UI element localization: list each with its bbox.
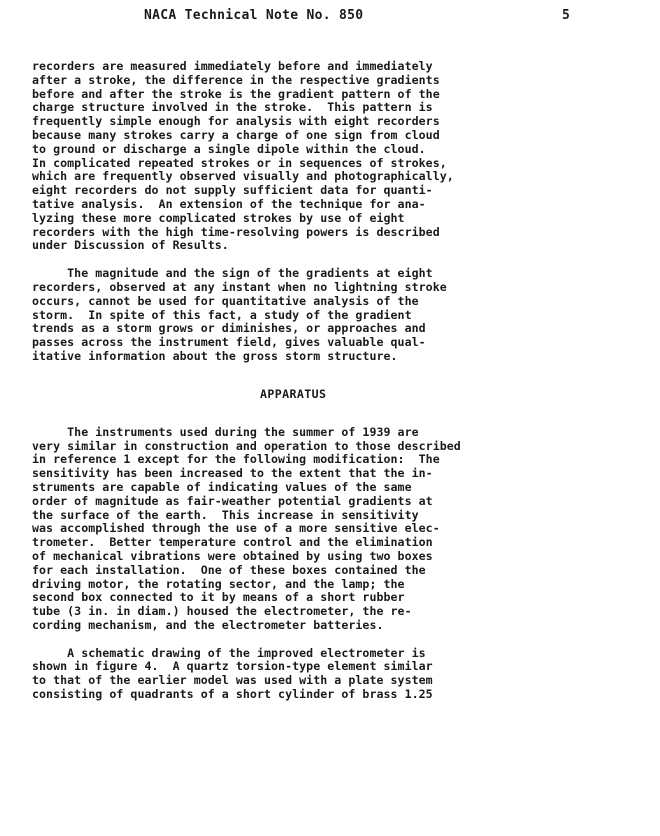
text-line: in reference 1 except for the following modification: The: [32, 452, 440, 467]
text-line: occurs, cannot be used for quantitative analysis of the: [32, 293, 419, 308]
paragraph-2: [32, 267, 650, 364]
text-line: In complicated repeated strokes or in sequences of strokes,: [32, 155, 447, 170]
text-line: under Discussion of Results.: [32, 238, 229, 253]
text-line: sensitivity has been increased to the extent that the in-: [32, 466, 433, 481]
text-line: tative analysis. An extension of the technique for ana-: [32, 196, 426, 211]
text-line: to ground or discharge a single dipole within the cloud.: [32, 141, 426, 156]
text-line: charge structure involved in the stroke. This pattern is: [32, 100, 433, 115]
text-line: cording mechanism, and the electrometer batteries.: [32, 617, 384, 632]
text-line: A schematic drawing of the improved electrometer is: [32, 645, 426, 660]
section-heading-apparatus: APPARATUS: [260, 386, 327, 401]
page-number: 5: [562, 8, 571, 23]
text-line: recorders, observed at any instant when no lightning stroke: [32, 279, 447, 294]
text-line: recorders with the high time-resolving powers is described: [32, 224, 440, 239]
text-line: because many strokes carry a charge of one sign from cloud: [32, 127, 440, 142]
text-line: consisting of quadrants of a short cylinder of brass 1.25: [32, 687, 433, 702]
text-line: frequently simple enough for analysis with eight recorders: [32, 114, 440, 129]
page-header: [32, 8, 650, 30]
text-line: tube (3 in. in diam.) housed the electrometer, the re-: [32, 604, 412, 619]
text-line: after a stroke, the difference in the respective gradients: [32, 72, 440, 87]
text-line: The magnitude and the sign of the gradients at eight: [32, 266, 433, 281]
text-line: trends as a storm grows or diminishes, or approaches and: [32, 321, 426, 336]
text-line: driving motor, the rotating sector, and the lamp; the: [32, 576, 405, 591]
text-line: The instruments used during the summer of 1939 are: [32, 424, 419, 439]
text-line: second box connected to it by means of a short rubber: [32, 590, 405, 605]
text-line: recorders are measured immediately before and immediately: [32, 59, 433, 73]
text-line: which are frequently observed visually and photographically,: [32, 169, 454, 184]
text-line: for each installation. One of these boxes contained the: [32, 562, 426, 577]
text-line: of mechanical vibrations were obtained by using two boxes: [32, 548, 433, 563]
header-title: NACA Technical Note No. 850: [144, 8, 364, 23]
paragraph-1: [32, 60, 650, 253]
text-line: to that of the earlier model was used with a plate system: [32, 673, 433, 688]
text-line: itative information about the gross storm structure.: [32, 348, 398, 363]
text-line: struments are capable of indicating values of the same: [32, 479, 412, 494]
paragraph-4: [32, 647, 650, 702]
paragraph-3: [32, 426, 650, 633]
text-line: passes across the instrument field, gives valuable qual-: [32, 335, 426, 350]
text-line: eight recorders do not supply sufficient data for quanti-: [32, 183, 433, 198]
text-line: very similar in construction and operation to those described: [32, 438, 461, 453]
text-line: the surface of the earth. This increase in sensitivity: [32, 507, 419, 522]
text-line: order of magnitude as fair-weather potential gradients at: [32, 493, 433, 508]
text-line: shown in figure 4. A quartz torsion-type element similar: [32, 659, 433, 674]
text-line: lyzing these more complicated strokes by use of eight: [32, 210, 405, 225]
text-line: trometer. Better temperature control and the elimination: [32, 535, 433, 550]
text-line: before and after the stroke is the gradient pattern of the: [32, 86, 440, 101]
text-line: storm. In spite of this fact, a study of the gradient: [32, 307, 412, 322]
text-line: was accomplished through the use of a more sensitive elec-: [32, 521, 440, 536]
